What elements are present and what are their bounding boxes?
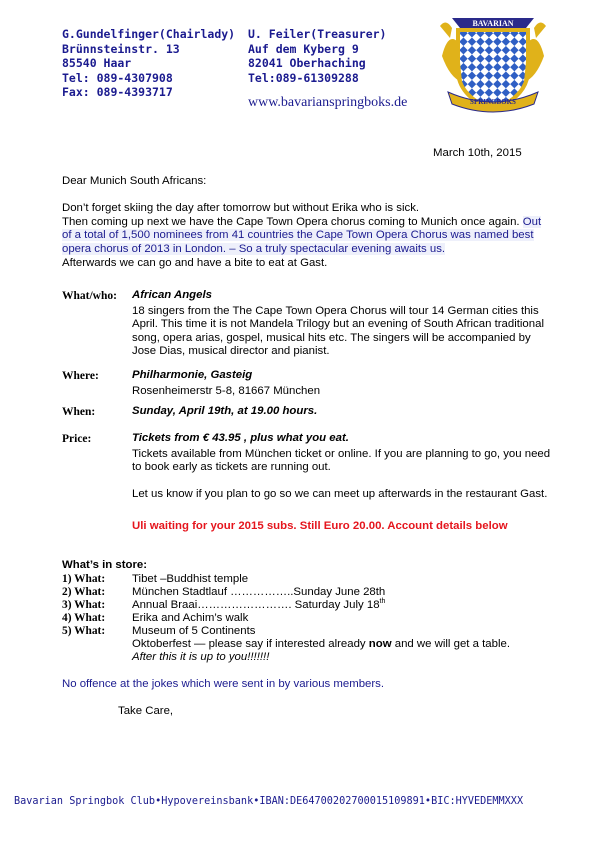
logo-top-text: BAVARIAN: [472, 19, 514, 28]
salutation: Dear Munich South Africans:: [62, 175, 207, 187]
store-item-label: 5) What:: [62, 625, 106, 637]
store-item-text: München Stadtlauf ……………..Sunday June 28th: [132, 586, 386, 598]
treasurer-street: Auf dem Kyberg 9: [248, 41, 359, 56]
store-item: [62, 573, 248, 586]
store-item: [62, 612, 248, 625]
chair-name: G.Gundelfinger(Chairlady): [62, 27, 236, 41]
what-description: 18 singers from the The Cape Town Opera Chorus will tour 14 German cities this April. This time it is not Mandela Trilogy but an evening of South African traditional song, opera arias, gospel, musical hits etc. The singers will be accompanied by Jose Dias, musical director and pianist.: [132, 304, 544, 358]
what-block: [132, 289, 552, 359]
after-note: After this it is up to you!!!!!!!: [132, 651, 270, 663]
store-item: [62, 586, 385, 599]
treasurer-city: 82041 Oberhaching: [248, 56, 366, 71]
club-logo: [438, 12, 548, 120]
intro-line-1: Don’t forget skiing the day after tomorrow but without Erika who is sick.: [62, 202, 420, 215]
meet-note: Let us know if you plan to go so we can meet up afterwards in the restaurant Gast.: [132, 487, 548, 500]
okt-text-before: Oktoberfest — please say if interested already: [132, 638, 369, 650]
store-item-text: Museum of 5 Continents: [132, 625, 256, 637]
price-label: Price:: [62, 433, 92, 445]
where-title: Philharmonie, Gasteig: [132, 369, 253, 381]
treasurer-contact-block: [248, 27, 386, 85]
jokes-note: No offence at the jokes which were sent in by various members.: [62, 678, 385, 690]
intro-line-2: Then coming up next we have the Cape Town Opera chorus coming to Munich once again.: [62, 215, 520, 228]
where-label: Where:: [62, 370, 99, 382]
subs-notice: Uli waiting for your 2015 subs. Still Euro 20.00. Account details below: [132, 520, 508, 532]
chair-city: 85540 Haar: [62, 56, 132, 71]
website-link[interactable]: www.bavarianspringboks.de: [248, 95, 408, 110]
bank-footer: Bavarian Springbok Club•Hypovereinsbank•IBAN:DE64700202700015109891•BIC:HYVEDEMMXXX: [14, 796, 524, 807]
store-item-label: 2) What:: [62, 586, 106, 598]
price-description: Tickets available from München ticket or online. If you are planning to go, you need to book early as tickets are running out.: [132, 447, 551, 474]
store-item: [62, 599, 385, 612]
letter-body-intro: [62, 175, 542, 270]
store-item-label: 4) What:: [62, 612, 106, 624]
treasurer-name: U. Feiler(Treasurer): [248, 27, 387, 41]
store-item-sup: th: [379, 598, 386, 606]
intro-line-3: Afterwards we can go and have a bite to eat at Gast.: [62, 256, 328, 269]
store-item-label: 3) What:: [62, 599, 106, 611]
okt-text-bold: now: [368, 638, 392, 650]
chair-street: Brünnsteinstr. 13: [62, 41, 180, 56]
chair-fax: Fax: 089-4393717: [62, 85, 173, 100]
when-value: Sunday, April 19th, at 19.00 hours.: [132, 405, 318, 417]
where-block: [132, 369, 552, 398]
store-item-label: 1) What:: [62, 573, 106, 585]
what-title: African Angels: [132, 289, 212, 301]
what-label: What/who:: [62, 290, 117, 302]
treasurer-tel: Tel:089-61309288: [248, 70, 359, 85]
when-label: When:: [62, 406, 96, 418]
store-item: [62, 625, 255, 638]
store-item-text: Erika and Achim’s walk: [132, 612, 249, 624]
closing: Take Care,: [118, 705, 174, 717]
store-item-text: Tibet –Buddhist temple: [132, 573, 249, 585]
logo-banner-text: SPRINGBOKS: [470, 98, 516, 106]
chair-tel: Tel: 089-4307908: [62, 70, 173, 85]
price-block: [132, 432, 552, 501]
oktoberfest-note: [132, 638, 510, 651]
store-heading: What’s in store:: [62, 559, 148, 571]
intro-paragraph: [62, 216, 542, 257]
where-address: Rosenheimerstr 5-8, 81667 München: [132, 384, 321, 397]
price-title: Tickets from € 43.95 , plus what you eat.: [132, 432, 349, 444]
letter-date: March 10th, 2015: [433, 147, 522, 159]
chair-contact-block: [62, 27, 235, 100]
store-item-text: Annual Braai……………………. Saturday July 18: [132, 599, 380, 611]
okt-text-after: and we will get a table.: [391, 638, 510, 650]
intro-highlight: Out of a total of 1,500 nominees from 41 countries the Cape Town Opera Chorus was named best opera chorus of 2013 in London. – So a truly spectacular evening awaits us.: [62, 215, 542, 255]
